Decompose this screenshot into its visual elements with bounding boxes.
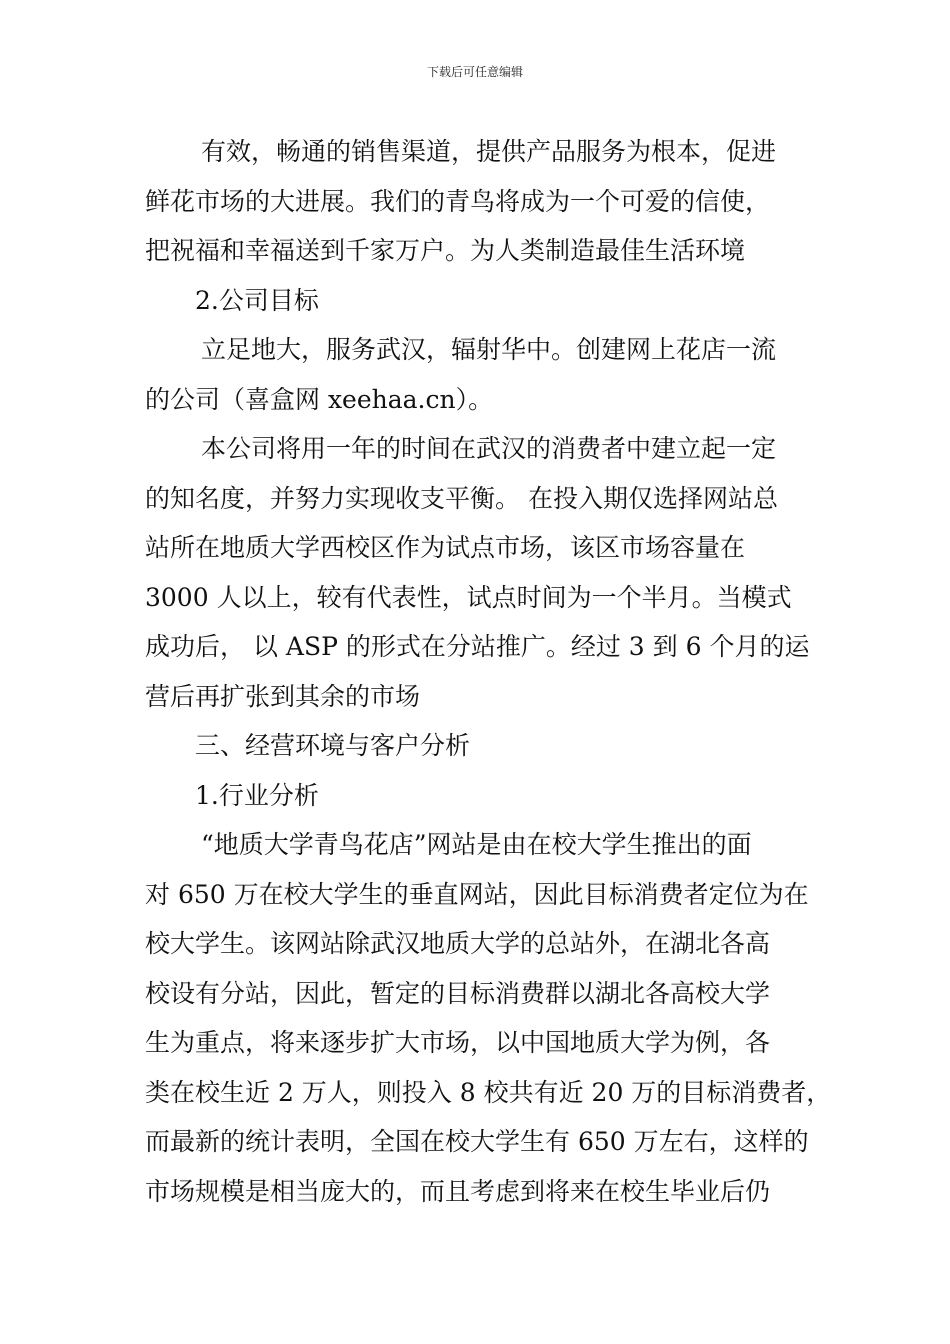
- paragraph-line: 立足地大，服务武汉，辐射华中。创建网上花店一流: [201, 335, 777, 364]
- paragraph-line: 营后再扩张到其余的市场: [145, 681, 421, 711]
- paragraph-line: 鲜花市场的大进展。我们的青鸟将成为一个可爱的信使，: [145, 186, 771, 216]
- section-heading-industry-analysis: 1.行业分析: [195, 780, 319, 810]
- paragraph-line: “地质大学青鸟花店”网站是由在校大学生推出的面: [201, 830, 752, 859]
- paragraph-line: 生为重点，将来逐步扩大市场，以中国地质大学为例，各: [145, 1028, 771, 1057]
- paragraph-line: 校大学生。该网站除武汉地质大学的总站外，在湖北各高: [145, 929, 771, 958]
- paragraph-line: 市场规模是相当庞大的，而且考虑到将来在校生毕业后仍: [145, 1176, 771, 1206]
- paragraph-line: 本公司将用一年的时间在武汉的消费者中建立起一定: [201, 434, 777, 463]
- paragraph-line: 类在校生近 2 万人，则投入 8 校共有近 20 万的目标消费者，: [145, 1077, 832, 1107]
- section-heading-environment-analysis: 三、经营环境与客户分析: [195, 731, 471, 760]
- document-body: [145, 127, 832, 1216]
- paragraph-line: 把祝福和幸福送到千家万户。为人类制造最佳生活环境: [145, 236, 746, 265]
- paragraph-line: 3000 人以上，较有代表性，试点时间为一个半月。当模式: [145, 582, 792, 612]
- paragraph-line: 站所在地质大学西校区作为试点市场，该区市场容量在: [145, 533, 746, 562]
- paragraph-line: 成功后， 以 ASP 的形式在分站推广。经过 3 到 6 个月的运: [145, 632, 810, 661]
- section-heading-company-goals: 2.公司目标: [195, 285, 319, 315]
- paragraph-line: 对 650 万在校大学生的垂直网站，因此目标消费者定位为在: [145, 879, 809, 909]
- paragraph-line: 而最新的统计表明，全国在校大学生有 650 万左右，这样的: [145, 1127, 809, 1156]
- paragraph-line: 的知名度，并努力实现收支平衡。 在投入期仅选择网站总: [145, 483, 778, 513]
- paragraph-line: 有效，畅通的销售渠道，提供产品服务为根本，促进: [201, 137, 777, 166]
- paragraph-line: 校设有分站，因此，暂定的目标消费群以湖北各高校大学: [145, 978, 771, 1008]
- paragraph-line: 的公司（喜盒网 xeehaa.cn）。: [145, 384, 494, 414]
- page-header: 下载后可任意编辑: [426, 65, 523, 79]
